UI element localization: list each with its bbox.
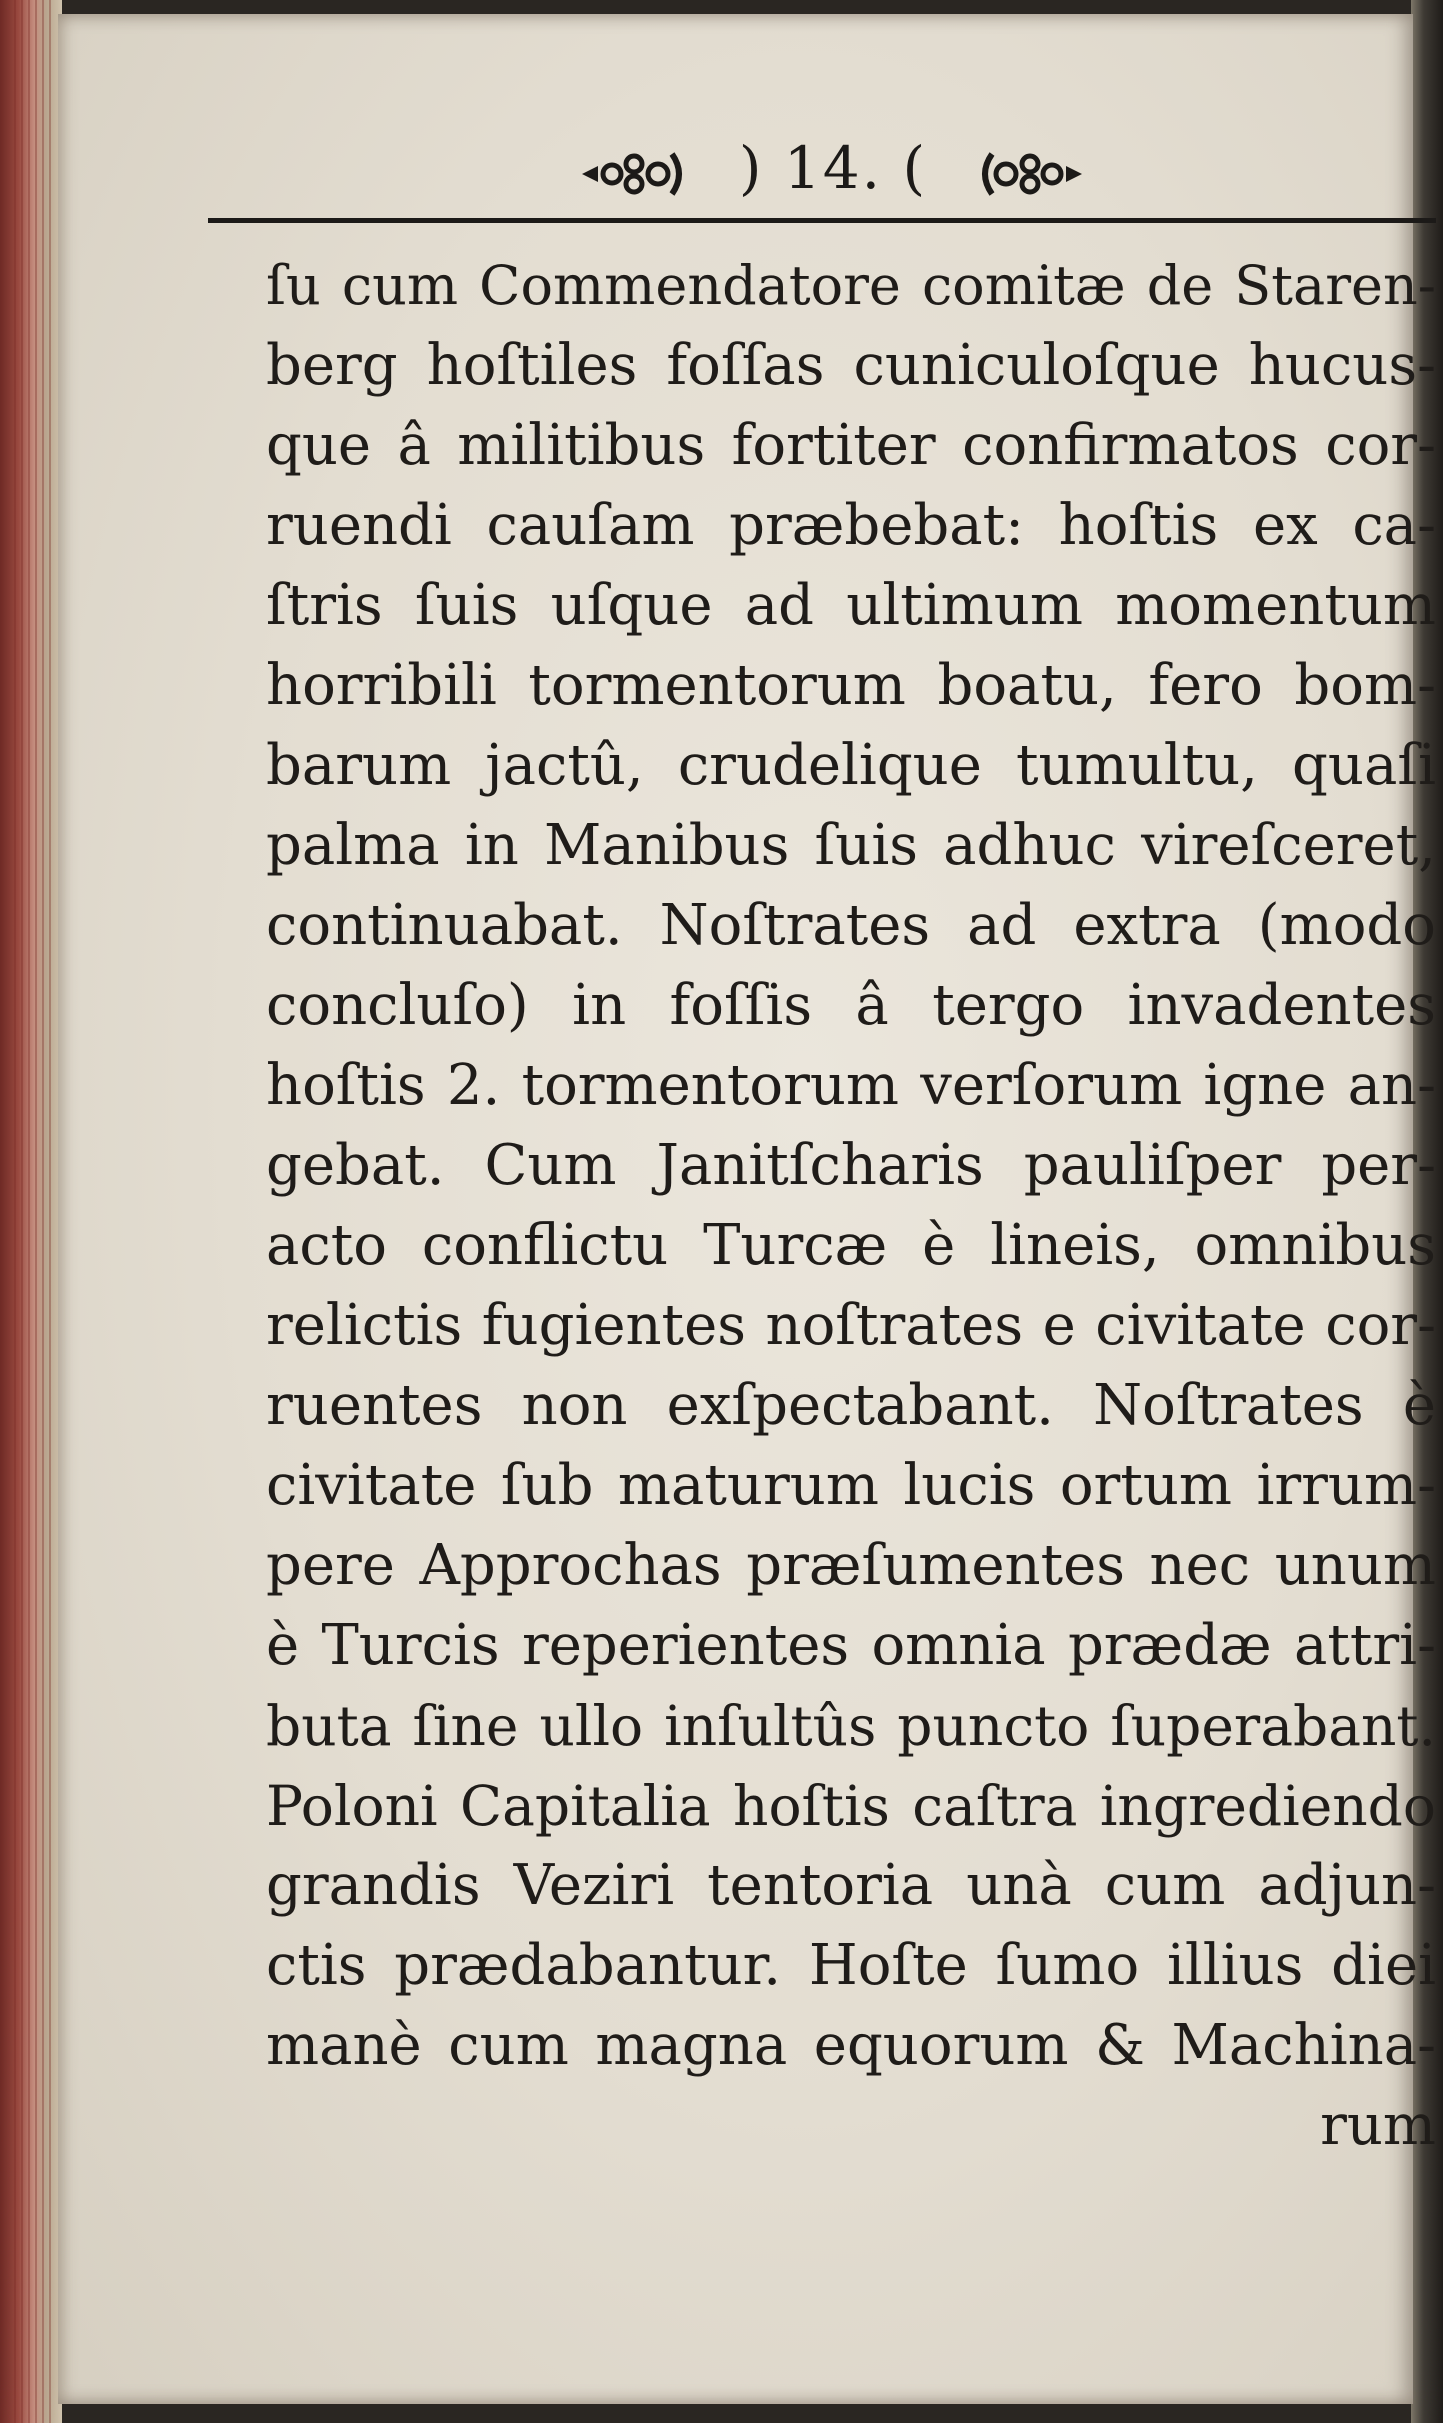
text-line: continuabat. Noſtrates ad extra (modo	[266, 893, 1436, 958]
text-line: horribili tormentorum boatu, fero bom-	[266, 653, 1436, 718]
catchword: rum	[1320, 2093, 1436, 2158]
text-line: ctis prædabantur. Hoſte ſumo illius diei	[266, 1933, 1436, 1998]
text-line: palma in Manibus ſuis adhuc vireſceret,	[266, 813, 1436, 878]
page-header	[208, 126, 1438, 236]
text-line: hoſtis 2. tormentorum verſorum igne an-	[266, 1053, 1436, 1118]
text-line: ſtris ſuis uſque ad ultimum momentum	[266, 573, 1436, 638]
right-fleuron-ornament	[968, 140, 1088, 200]
text-line: gebat. Cum Janitſcharis pauliſper per-	[266, 1133, 1436, 1198]
text-line: civitate ſub maturum lucis ortum irrum-	[266, 1453, 1436, 1518]
text-line: berg hoſtiles foſſas cuniculoſque hucus-	[266, 333, 1436, 398]
text-line: concluſo) in foſſis â tergo invadentes	[266, 973, 1436, 1038]
page	[58, 14, 1436, 2404]
text-line: grandis Veziri tentoria unà cum adjun-	[266, 1853, 1436, 1918]
left-fleuron-ornament	[576, 140, 696, 200]
header-rule	[208, 218, 1436, 223]
text-line: que â militibus fortiter confirmatos cor-	[266, 413, 1436, 478]
book-left-edge	[0, 0, 62, 2423]
text-line: ruendi cauſam præbebat: hoſtis ex ca-	[266, 493, 1436, 558]
text-line: relictis fugientes noſtrates e civitate cor-	[266, 1293, 1436, 1358]
text-line: Poloni Capitalia hoſtis caſtra ingrediendo	[266, 1774, 1436, 1838]
text-line: ruentes non exſpectabant. Noſtrates è	[266, 1373, 1436, 1438]
body-text	[266, 246, 1436, 2166]
text-line: acto conflictu Turcæ è lineis, omnibus	[266, 1213, 1436, 1278]
page-edges-stack	[14, 0, 54, 2423]
text-line: buta ſine ullo inſultûs puncto ſuperabant.	[266, 1694, 1436, 1758]
page-number: ) 14. (	[738, 134, 928, 202]
text-line: ſu cum Commendatore comitæ de Staren-	[266, 254, 1436, 317]
text-line: pere Approchas præſumentes nec unum	[266, 1533, 1436, 1598]
text-line: manè cum magna equorum & Machina-	[266, 2013, 1436, 2078]
text-line: è Turcis reperientes omnia prædæ attri-	[266, 1613, 1436, 1678]
text-line: barum jactû, crudelique tumultu, quaſi	[266, 733, 1436, 798]
